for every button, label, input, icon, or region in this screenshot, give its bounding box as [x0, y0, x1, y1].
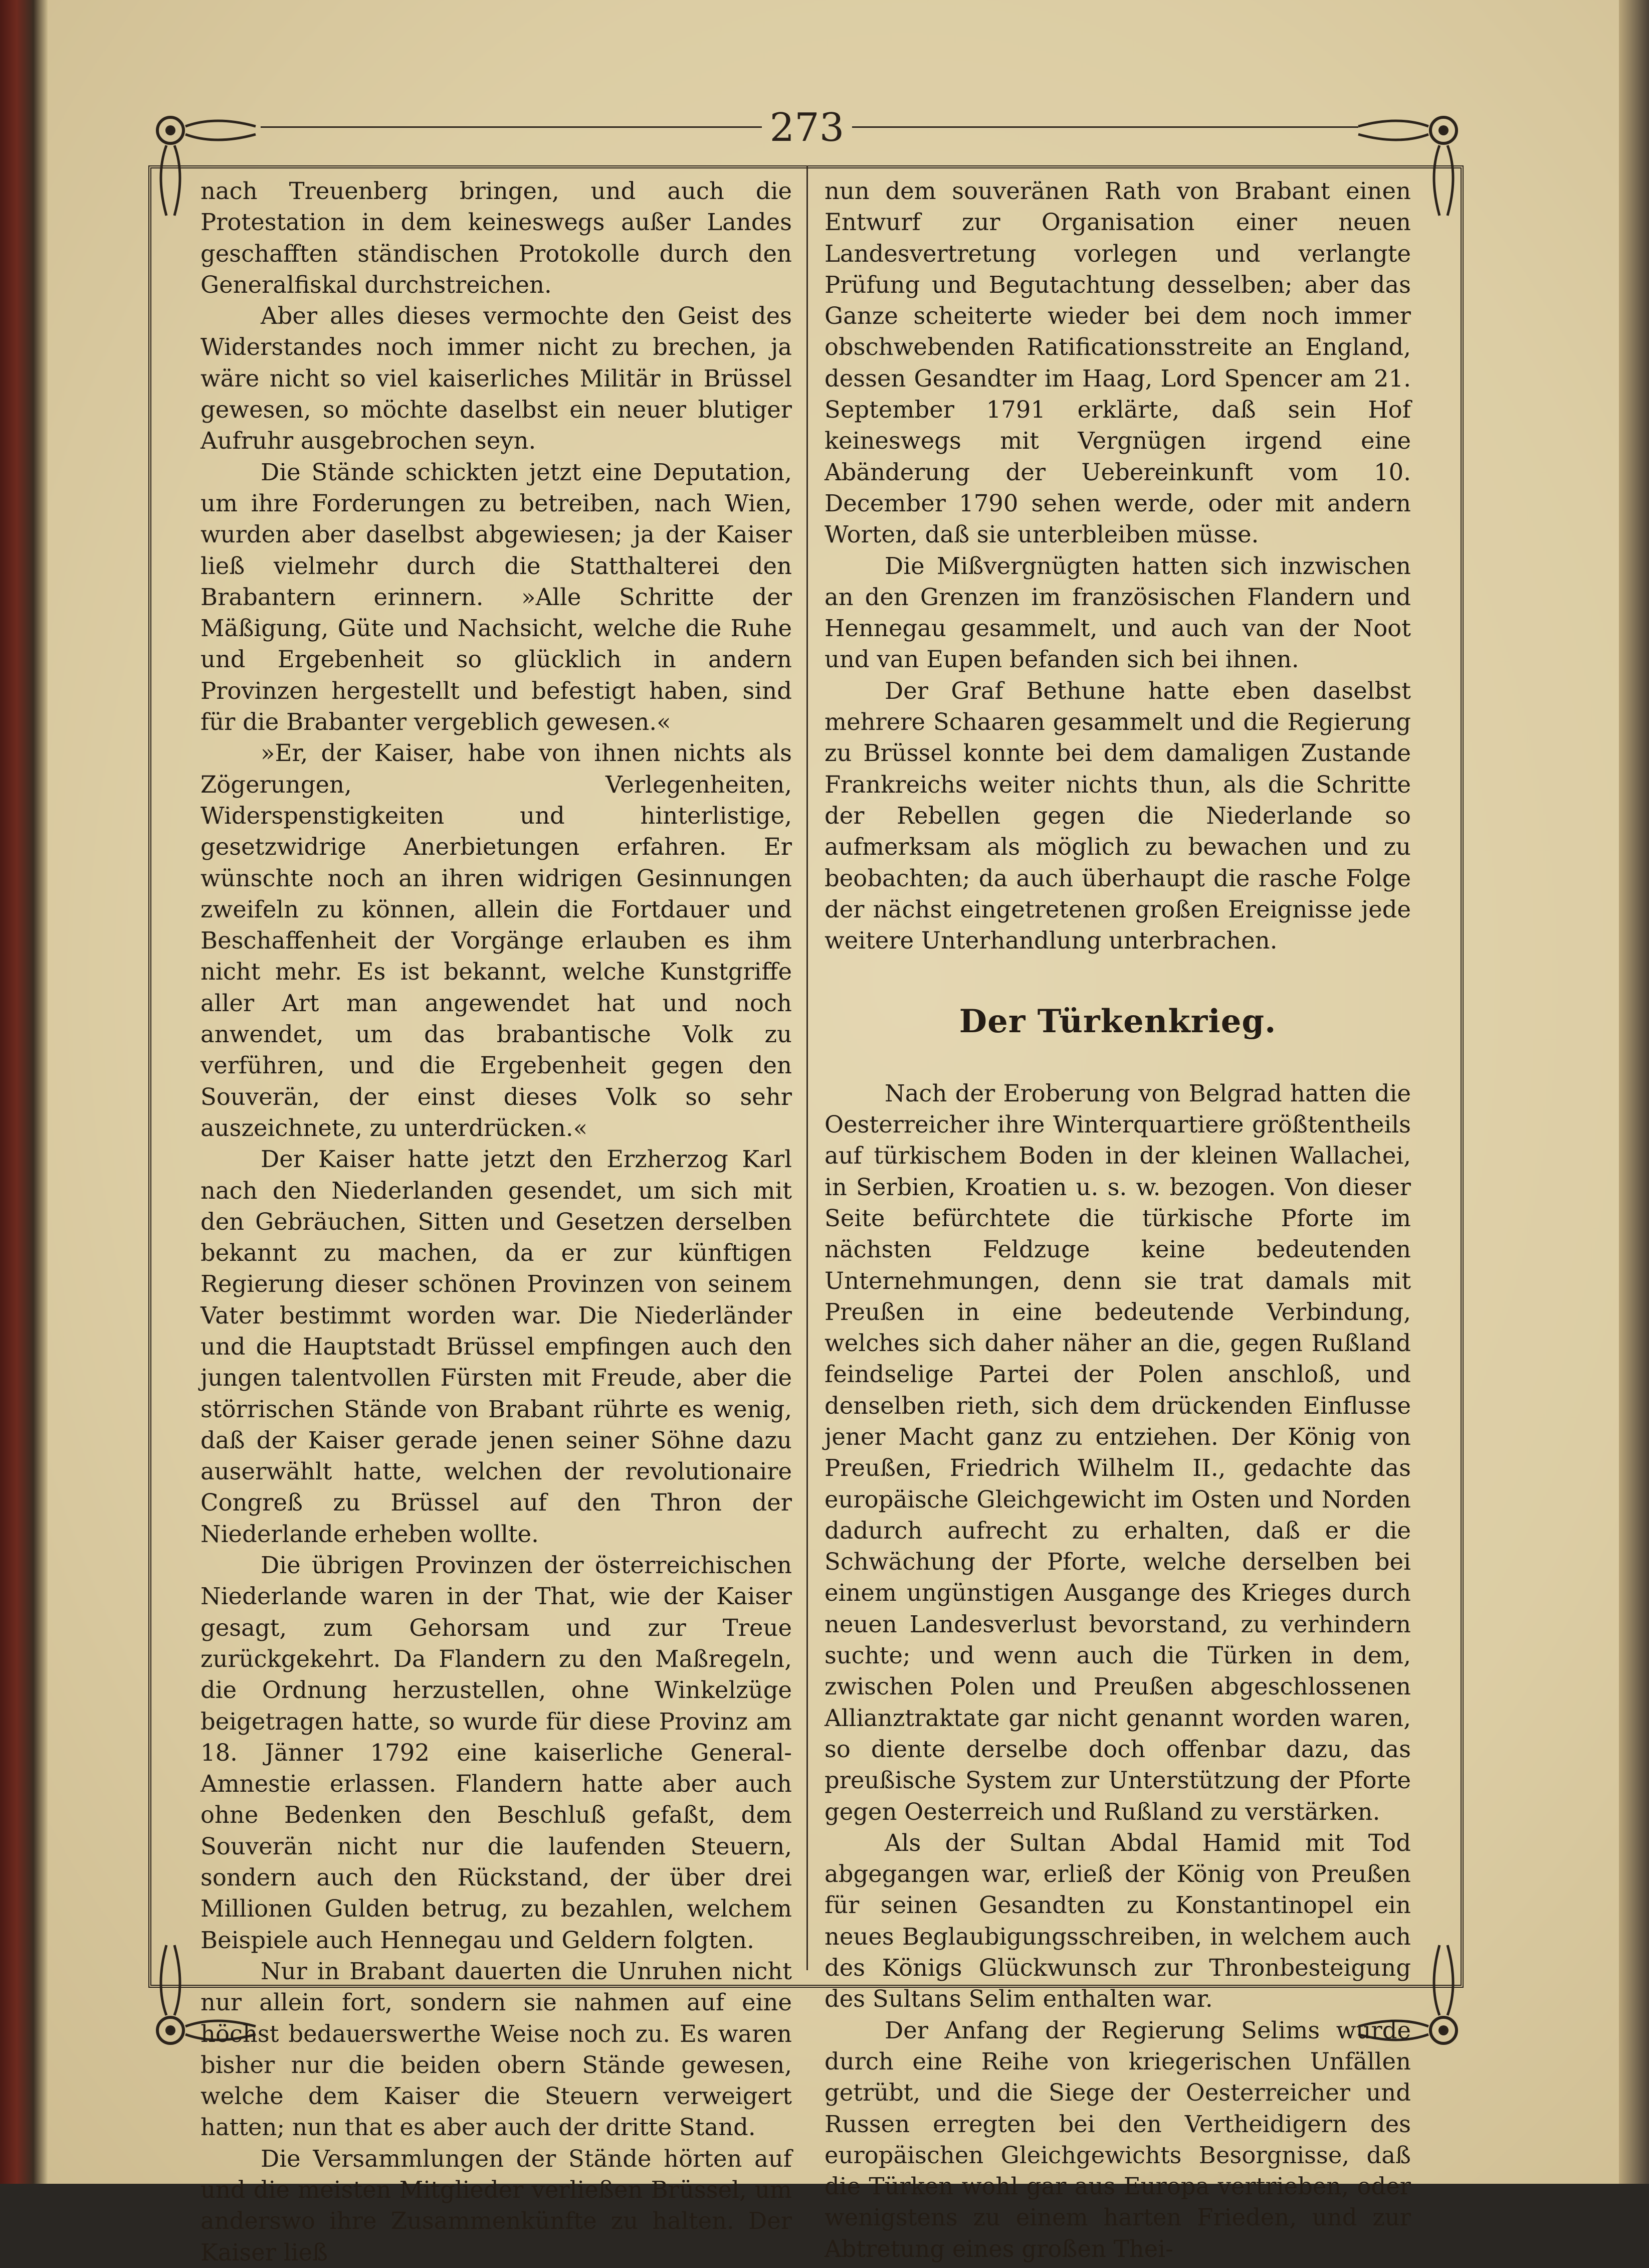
paragraph: Der Anfang der Regierung Selims wurde durch eine Reihe von kriegerischen Unfällen getrübt, und die Siege der Oesterreicher und Russen erregten bei den Vertheidigern des europäischen Gleichgewichts Besorgnisse, daß die Türken wohl gar aus Europa vertrieben, oder wenigstens zu einem harten Frieden, und zur Abtretung eines großen Thei- [824, 2016, 1411, 2262]
section-heading: Der Türkenkrieg. [959, 1003, 1277, 1041]
paragraph: Die Versammlungen der Stände hörten auf und die meisten Mitglieder verließen Brüssel, um anderswo ihre Zusammenkünfte zu halten. Der Kaiser ließ [200, 2145, 792, 2266]
paragraph: Nur in Brabant dauerten die Unruhen nicht nur allein fort, sondern sie nahmen auf eine höchst bedauerswerthe Weise noch zu. Es waren bisher nur die beiden obern Stände gewesen, welche dem Kaiser die Steuern verweigert hatten; nun that es aber auch der dritte Stand. [200, 1957, 792, 2141]
header-rule-left [261, 126, 762, 128]
paragraph: Die Mißvergnügten hatten sich inzwischen an den Grenzen im französischen Flandern und Hennegau gesammelt, und auch van der Noot und van Eupen befanden sich bei ihnen. [824, 552, 1411, 673]
paragraph: Die übrigen Provinzen der österreichischen Niederlande waren in der That, wie der Kaiser gesagt, zum Gehorsam und zur Treue zurückgekehrt. Da Flandern zu den Maßregeln, die Ordnung herzustellen, ohne Winkelzüge beigetragen hatte, so wurde für diese Provinz am 18. Jänner 1792 eine kaiserliche General-Amnestie erlassen. Flandern hatte aber auch ohne Bedenken den Beschluß gefaßt, dem Souverän nicht nur die laufenden Steuern, sondern auch den Rückstand, der über drei Millionen Gulden betrug, zu bezahlen, welchem Beispiele auch Hennegau und Geldern folgten. [200, 1552, 792, 1954]
paragraph: Aber alles dieses vermochte den Geist des Widerstandes noch immer nicht zu brechen, ja wäre nicht so viel kaiserliches Militär in Brüssel gewesen, so möchte daselbst ein neuer blutiger Aufruhr ausgebrochen seyn. [200, 302, 792, 455]
paragraph: »Er, der Kaiser, habe von ihnen nichts als Zögerungen, Verlegenheiten, Widerspenstigkeiten und hinterlistige, gesetzwidrige Anerbietungen erfahren. Er wünschte noch an ihren widrigen Gesinnungen zweifeln zu können, allein die Fortdauer und Beschaffenheit der Vorgänge erlauben es ihm nicht mehr. Es ist bekannt, welche Kunstgriffe aller Art man angewendet hat und noch anwendet, um das brabantische Volk zu verführen, und die Ergebenheit gegen den Souverän, der einst dieses Volk so sehr auszeichnete, zu unterdrücken.« [200, 739, 792, 1142]
right-column [824, 175, 1411, 2264]
paragraph: Der Kaiser hatte jetzt den Erzherzog Karl nach den Niederlanden gesendet, um sich mit den Gebräuchen, Sitten und Gesetzen derselben bekannt zu machen, da er zur künftigen Regierung dieser schönen Provinzen von seinem Vater bestimmt worden war. Die Niederländer und die Hauptstadt Brüssel empfingen auch den jungen talentvollen Fürsten mit Freude, aber die störrischen Stände von Brabant rührte es wenig, daß der Kaiser gerade jenen seiner Söhne dazu auserwählt hatte, welchen der revolutionaire Congreß zu Brüssel auf den Thron der Niederlande erheben wollte. [200, 1146, 792, 1548]
paragraph: Die Stände schickten jetzt eine Deputation, um ihre Forderungen zu betreiben, nach Wien, wurden aber daselbst abgewiesen; ja der Kaiser ließ vielmehr durch die Statthalterei den Brabantern erinnern. »Alle Schritte der Mäßigung, Güte und Nachsicht, welche die Ruhe und Ergebenheit so glücklich in andern Provinzen hergestellt und befestigt haben, sind für die Brabanter vergeblich gewesen.« [200, 458, 792, 736]
header-rule-right [852, 126, 1358, 128]
paragraph: Der Graf Bethune hatte eben daselbst mehrere Schaaren gesammelt und die Regierung zu Brüssel konnte bei dem damaligen Zustande Frankreichs weiter nichts thun, als die Schritte der Rebellen gegen die Niederlande so aufmerksam als möglich zu bewachen und zu beobachten; da auch überhaupt die rasche Folge der nächst eingetretenen großen Ereignisse jede weitere Unterhandlung unterbrachen. [824, 677, 1411, 955]
paragraph: Als der Sultan Abdal Hamid mit Tod abgegangen war, erließ der König von Preußen für seinen Gesandten zu Konstantinopel ein neues Beglaubigungsschreiben, in welchem auch des Königs Glückwunsch zur Thronbesteigung des Sultans Selim enthalten war. [824, 1829, 1411, 2013]
column-divider [806, 165, 808, 1970]
paragraph: Nach der Eroberung von Belgrad hatten die Oesterreicher ihre Winterquartiere größtentheils auf türkischem Boden in der kleinen Wallachei, in Serbien, Kroatien u. s. w. bezogen. Von dieser Seite befürchtete die türkische Pforte im nächsten Feldzuge keine bedeutenden Unternehmungen, denn sie trat damals mit Preußen in eine bedeutende Verbindung, welches sich daher näher an die, gegen Rußland feindselige Partei der Polen anschloß, und denselben rieth, sich dem drückenden Einflusse jener Macht ganz zu entziehen. Der König von Preußen, Friedrich Wilhelm II., gedachte das europäische Gleichgewicht im Osten und Norden dadurch aufrecht zu erhalten, daß er die Schwächung der Pforte, welche derselben bei einem ungünstigen Ausgange des Krieges durch neuen Landesverlust bevorstand, zu verhindern suchte; und wenn auch die Türken in dem, zwischen Polen und Preußen abgeschlossenen Allianztraktate gar nicht genannt worden waren, so diente derselbe doch offenbar dazu, das preußische System zur Unterstützung der Pforte gegen Oesterreich und Rußland zu verstärken. [824, 1079, 1411, 1825]
page-number: 273 [769, 105, 845, 150]
left-column [200, 175, 792, 2268]
paragraph: nach Treuenberg bringen, und auch die Protestation in dem keineswegs außer Landes geschafften ständischen Protokolle durch den Generalfiskal durchstreichen. [200, 177, 792, 298]
book-binding-edge [0, 0, 48, 2184]
paragraph: nun dem souveränen Rath von Brabant einen Entwurf zur Organisation einer neuen Landesvertretung vorlegen und verlangte Prüfung und Begutachtung desselben; aber das Ganze scheiterte wieder bei dem noch immer obschwebenden Ratificationsstreite an England, dessen Gesandter im Haag, Lord Spencer am 21. September 1791 erklärte, daß sein Hof keineswegs mit Vergnügen irgend eine Abänderung der Uebereinkunft vom 10. December 1790 sehen werde, oder mit andern Worten, daß sie unterbleiben müsse. [824, 177, 1411, 548]
page-edge [1619, 0, 1649, 2184]
